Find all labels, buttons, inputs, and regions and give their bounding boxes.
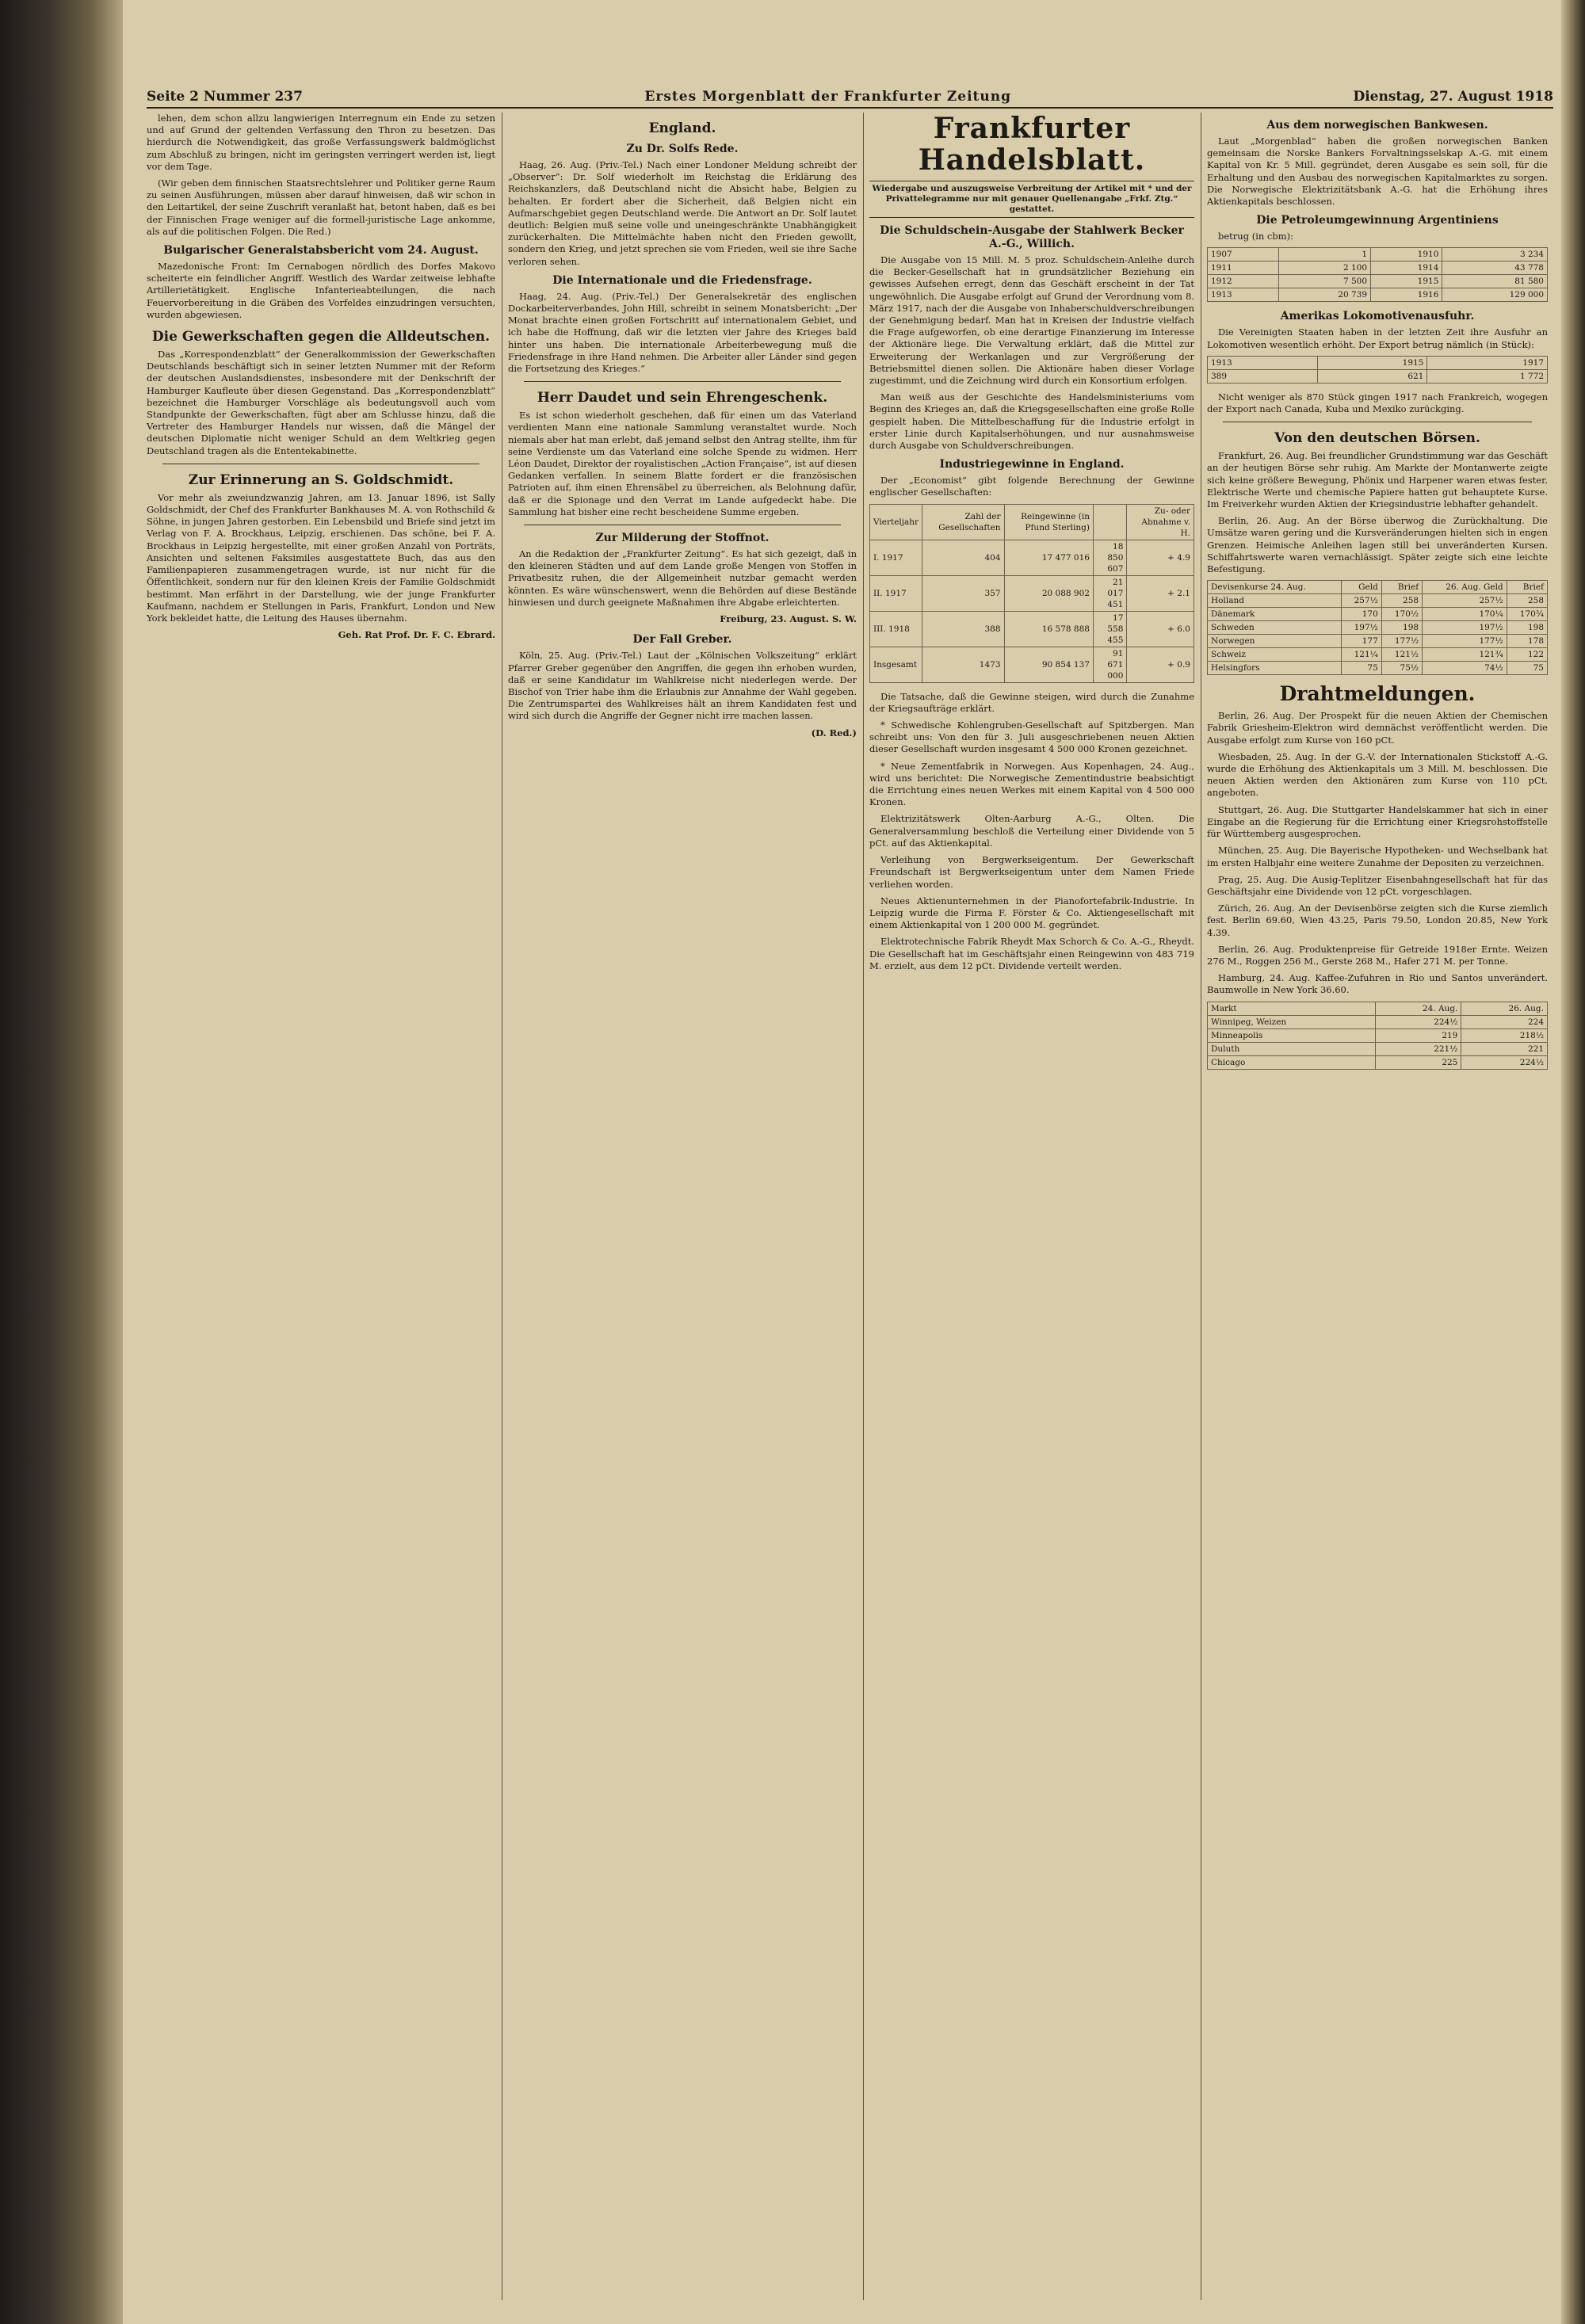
page-edge bbox=[1561, 0, 1585, 2324]
table-header-cell bbox=[1093, 504, 1126, 540]
table-cell: 43 778 bbox=[1442, 261, 1548, 275]
table-cell: Norwegen bbox=[1208, 635, 1342, 648]
column-1 bbox=[147, 113, 495, 2300]
article-text: Köln, 25. Aug. (Priv.-Tel.) Laut der „Kölnischen Volkszeitung“ erklärt Pfarrer Greber gegenüber den Angriffen, die gegen ihn erhoben wurden, daß er seine Kandidatur im Wahlkreise nicht niederlegen werde. Der Bischof von Trier habe ihm die Erlaubnis zur Annahme der Wahl gegeben. Die Zentrumspartei des Wahlkreises hält an ihrem Kandidaten fest und wird sich durch die Angriffe der Gegner nicht irre machen lassen. bbox=[508, 650, 857, 722]
article-text: Haag, 24. Aug. (Priv.-Tel.) Der Generalsekretär des englischen Dockarbeiterverbandes, John Hill, schreibt in seinem Monatsbericht: „Der Monat brachte einen großen Fortschritt auf internationalem Gebiet, und ich habe die Hoffnung, daß wir die letzten vier Jahre des Krieges bald hinter uns haben. Die internationale Arbeiterbewegung muß die Friedensfrage in ihre Hand nehmen. Die Arbeiter aller Länder sind gegen die Fortsetzung des Krieges.“ bbox=[508, 290, 857, 375]
table-cell: 357 bbox=[922, 575, 1004, 611]
article-heading: Aus dem norwegischen Bankwesen. bbox=[1266, 119, 1488, 132]
article-text: München, 25. Aug. Die Bayerische Hypotheken- und Wechselbank hat im ersten Halbjahr eine weitere Zunahme der Depositen zu verzeichnen. bbox=[1207, 845, 1548, 868]
article-text: Zürich, 26. Aug. An der Devisenbörse zeigten sich die Kurse ziemlich fest. Berlin 69.60, Wien 43.25, Paris 79.50, London 20.85, New York 4.39. bbox=[1207, 903, 1548, 938]
newspaper-page bbox=[123, 0, 1585, 2324]
table-header-cell: Zu- oder Abnahme v. H. bbox=[1127, 504, 1194, 540]
table-row bbox=[1208, 275, 1548, 288]
article-heading: Die Schuldschein-Ausgabe der Stahlwerk Becker A.-G., Willich. bbox=[880, 224, 1184, 250]
table-row bbox=[1208, 261, 1548, 275]
table-row bbox=[1208, 1015, 1548, 1028]
table-cell: 20 088 902 bbox=[1004, 575, 1093, 611]
table-cell: 1917 bbox=[1427, 356, 1548, 369]
table-cell: 389 bbox=[1208, 369, 1318, 383]
table-row bbox=[1208, 1042, 1548, 1055]
article-text: Neues Aktienunternehmen in der Pianofortefabrik-Industrie. In Leipzig wurde die Firma F. Förster & Co. Aktiengesellschaft mit einem Aktienkapital von 1 200 000 M. gegründet. bbox=[869, 895, 1194, 931]
table-header-cell: Geld bbox=[1341, 581, 1381, 594]
article-text: Nicht weniger als 870 Stück gingen 1917 nach Frankreich, wogegen der Export nach Canada, Kuba und Mexiko zurückging. bbox=[1207, 391, 1548, 415]
table-cell: 219 bbox=[1375, 1028, 1461, 1042]
table-cell: 20 739 bbox=[1279, 288, 1371, 302]
table-cell: 18 850 607 bbox=[1093, 540, 1126, 575]
table-cell: 177½ bbox=[1381, 635, 1422, 648]
table-cell: Schweiz bbox=[1208, 648, 1342, 662]
table-cell: 1910 bbox=[1371, 248, 1442, 261]
table-cell: 224½ bbox=[1461, 1055, 1548, 1069]
locomotive-table bbox=[1207, 356, 1548, 384]
table-cell: Helsingfors bbox=[1208, 662, 1342, 675]
table-header-cell: Brief bbox=[1381, 581, 1422, 594]
article-heading: Bulgarischer Generalstabsbericht vom 24. August. bbox=[163, 244, 479, 258]
table-cell: Winnipeg, Weizen bbox=[1208, 1015, 1376, 1028]
article-heading: Die Internationale und die Friedensfrage. bbox=[552, 273, 812, 287]
divider bbox=[524, 381, 841, 382]
column-rule bbox=[863, 113, 864, 2300]
table-cell: 129 000 bbox=[1442, 288, 1548, 302]
article-heading: Die Gewerkschaften gegen die Alldeutschen. bbox=[151, 329, 491, 345]
handelsblatt-title: Frankfurter Handelsblatt. bbox=[918, 113, 1146, 177]
table-cell: Dänemark bbox=[1208, 608, 1342, 621]
article-text: Es ist schon wiederholt geschehen, daß für einen um das Vaterland verdienten Mann eine nationale Sammlung veranstaltet wurde. Noch niemals aber hat man erlebt, daß jemand selbst den Antrag stellte, ihm für seine Verdienste um das Vaterland eine solche Spende zu widmen. Herr Léon Daudet, Direktor der royalistischen „Action Française“, ist auf diesen Gedanken verfallen. In seinem Blatte fordert er die französischen Patrioten auf, ihm einen Ehrensäbel zu überreichen, als Belohnung dafür, daß er die Spionage und den Verrat im Lande aufgedeckt habe. Die Sammlung hat bisher eine recht bescheidene Summe ergeben. bbox=[508, 410, 857, 517]
table-header-cell: Markt bbox=[1208, 1002, 1376, 1015]
article-text: Vor mehr als zweiundzwanzig Jahren, am 13. Januar 1896, ist Sally Goldschmidt, der Chef des Frankfurter Bankhauses M. A. von Rothschild & Söhne, in jungen Jahren gestorben. Ein Lebensbild und Briefe sind jetzt im Verlag von F. A. Brockhaus, Leipzig, erschienen. Das schöne, bei F. A. Brockhaus in Leipzig hergestellte, mit einer großen Anzahl von Porträts, Ansichten und seltenen Faksimiles ausgestattete Buch, das aus den Familienpapieren zusammengetragen wurde, ist nur nicht für die Öffentlichkeit, sondern nur für den kleinen Kreis der Familie Goldschmidt bestimmt. Man erfährt in der Darstellung, wie der junge Frankfurter Kaufmann, nachdem er Stellungen in Paris, Frankfurt, London und New York bekleidet hatte, die Leitung des Hauses übernahm. bbox=[147, 491, 495, 624]
table-header-cell: Vierteljahr bbox=[870, 504, 922, 540]
article-text: Die Ausgabe von 15 Mill. M. 5 proz. Schuldschein-Anleihe durch die Becker-Gesellschaft hat in grundsätzlicher Beziehung ein gewisses Aufsehen erregt, denn das Geschäft erscheint in der Tat ungewöhnlich. Die Ausgabe erfolgt auf Grund der Verordnung vom 8. März 1917, nach der die Ausgabe von Inhaberschuldverschreibungen der Genehmigung bedarf. Man hat in Kreisen der Industrie vielfach die Frage aufgeworfen, ob eine derartige Finanzierung im Interesse der Aktionäre liege. Die Verwaltung erklärt, daß die Mittel zur Erweiterung der Werkanlagen und zur Vergrößerung der Betriebsmittel dienen sollen. Die Aktionäre haben dieser Vorlage zugestimmt, und die Zeichnung wird durch ein Konsortium erfolgen. bbox=[869, 254, 1194, 387]
table-cell: II. 1917 bbox=[870, 575, 922, 611]
table-row bbox=[870, 611, 1194, 647]
article-text: Mazedonische Front: Im Cernabogen nördlich des Dorfes Makovo scheiterte ein feindlicher Angriff. Westlich des Wardar zeitweise lebhafte Artillerietätigkeit. Englische Infanterieabteilungen, die nach Feuervorbereitung in die Gräben des Vorfeldes einzudringen versuchten, wurden abgewiesen. bbox=[147, 261, 495, 320]
table-cell: 218½ bbox=[1461, 1028, 1548, 1042]
article-text: Stuttgart, 26. Aug. Die Stuttgarter Handelskammer hat sich in einer Eingabe an die Regierung für die Errichtung einer Kriegsrohstoffstelle für Württemberg ausgesprochen. bbox=[1207, 803, 1548, 840]
table-cell: 388 bbox=[922, 611, 1004, 647]
table-cell: 1915 bbox=[1371, 275, 1442, 288]
grain-markets-table bbox=[1207, 1002, 1548, 1070]
table-cell: 2 100 bbox=[1279, 261, 1371, 275]
article-heading: Herr Daudet und sein Ehrengeschenk. bbox=[537, 390, 828, 406]
table-row bbox=[1208, 248, 1548, 261]
article-text: Die Vereinigten Staaten haben in der letzten Zeit ihre Ausfuhr an Lokomotiven wesentlich erhöht. Der Export betrug nämlich (in Stück): bbox=[1207, 326, 1548, 350]
table-row bbox=[1208, 608, 1548, 621]
article-text: Berlin, 26. Aug. An der Börse überwog die Zurückhaltung. Die Umsätze waren gering und die Kursveränderungen hielten sich in engen Grenzen. Heimische Anleihen lagen still bei unveränderten Kursen. Schiffahrtswerte waren vernachlässigt. Später zeigte sich eine leichte Befestigung. bbox=[1207, 515, 1548, 575]
table-header-cell: Brief bbox=[1507, 581, 1547, 594]
table-cell: 121½ bbox=[1381, 648, 1422, 662]
article-text: Frankfurt, 26. Aug. Bei freundlicher Grundstimmung war das Geschäft an der heutigen Börse sehr ruhig. Am Markte der Montanwerte zeigte sich keine größere Bewegung, Phönix und Harpener waren etwas fester. Elektrische Werte und chemische Papiere hatten gut behauptete Kurse. Im Freiverkehr wurden Aktien der Kriegsindustrie lebhafter gehandelt. bbox=[1207, 450, 1548, 510]
table-cell: 1912 bbox=[1208, 275, 1279, 288]
table-cell: 224½ bbox=[1375, 1015, 1461, 1028]
article-text: (Wir geben dem finnischen Staatsrechtslehrer und Politiker gerne Raum zu seinen Ausführungen, müssen aber darauf hinweisen, daß wir schon in den Leitartikel, der seine Zuschrift veranlaßt hat, betont haben, daß es bei der Finnischen Frage weniger auf die formell-juristische Lage ankomme, als auf die politischen Folgen. Die Red.) bbox=[147, 177, 495, 237]
article-text: Haag, 26. Aug. (Priv.-Tel.) Nach einer Londoner Meldung schreibt der „Observer“: Dr. Solf wiederholt im Reichstag die Erklärung des Reichskanzlers, daß Deutschland nicht die Absicht habe, Belgien zu behalten. Er fordert aber die Sicherheit, daß Belgien nicht ein Aufmarschgebiet gegen Deutschland werde. Die Antwort an Dr. Solf lautet deutlich: Belgien muß seine volle und uneingeschränkte Unabhängigkeit zurückerhalten. Die Mittelmächte haben nicht den Frieden gewollt, sondern den Krieg, und jetzt sprechen sie vom Frieden, weil sie ihre Sache verloren sehen. bbox=[508, 159, 857, 267]
handelsblatt-subtitle: Wiedergabe und auszugsweise Verbreitung der Artikel mit * und der Privattelegramme nur mit genauer Quellenangabe „Frkf. Ztg.“ gestattet. bbox=[869, 181, 1194, 218]
article-text: * Schwedische Kohlengruben-Gesellschaft auf Spitzbergen. Man schreibt uns: Von den für 3. Juli ausgeschriebenen neuen Aktien dieser Gesellschaft wurden insgesamt 4 500 000 Kronen gezeichnet. bbox=[869, 719, 1194, 755]
table-cell: 177½ bbox=[1423, 635, 1507, 648]
table-cell: 170½ bbox=[1381, 608, 1422, 621]
article-heading: Die Petroleumgewinnung Argentiniens bbox=[1256, 214, 1499, 227]
table-cell: 1914 bbox=[1371, 261, 1442, 275]
article-text: betrug (in cbm): bbox=[1218, 231, 1294, 242]
table-cell: 91 671 000 bbox=[1093, 647, 1126, 682]
table-cell: + 0.9 bbox=[1127, 647, 1194, 682]
table-cell: 81 580 bbox=[1442, 275, 1548, 288]
table-row bbox=[1208, 662, 1548, 675]
table-cell: 224 bbox=[1461, 1015, 1548, 1028]
article-text: Man weiß aus der Geschichte des Handelsministeriums vom Beginn des Krieges an, daß die Kriegsgesellschaften eine große Rolle gespielt haben. Die Mittelbeschaffung für die Industrie erfolgt in erster Linie durch Kapitalserhöhungen, und nur ausnahmsweise durch Ausgabe von Schuldverschreibungen. bbox=[869, 391, 1194, 452]
table-row bbox=[1208, 621, 1548, 635]
table-row bbox=[1208, 369, 1548, 383]
table-cell: 121¼ bbox=[1341, 648, 1381, 662]
table-cell: 170¾ bbox=[1507, 608, 1547, 621]
table-cell: 1907 bbox=[1208, 248, 1279, 261]
table-row bbox=[1208, 1028, 1548, 1042]
header-page-number: Seite 2 Nummer 237 bbox=[147, 89, 303, 105]
article-text: Elektrotechnische Fabrik Rheydt Max Schorch & Co. A.-G., Rheydt. Die Gesellschaft hat im Geschäftsjahr einen Reingewinn von 483 719 M. erzielt, aus dem 12 pCt. Dividende verteilt werden. bbox=[869, 936, 1194, 971]
article-heading: Industriegewinne in England. bbox=[939, 458, 1125, 471]
table-cell: 258 bbox=[1507, 594, 1547, 608]
table-row bbox=[1208, 635, 1548, 648]
table-cell: 170 bbox=[1341, 608, 1381, 621]
article-text: Das „Korrespondenzblatt“ der Generalkommission der Gewerkschaften Deutschlands beschäftigt sich in seiner letzten Nummer mit der Reform der deutschen Auslandsdienstes, insbesondere mit der Denkschrift der Hamburger Kaufleute über diesen Gegenstand. Das „Korrespondenzblatt“ bezeichnet die Hamburger Vorschläge als bedeutungsvoll auch vom Standpunkte der Gewerkschaften, fügt aber am Schlusse hinzu, daß die Vertreter des Hamburger Handels nur wissen, daß die Mängel der deutschen Diplomatie nicht weniger Schuld an dem Weltkrieg gegen Deutschland tragen als die Ententekabinette. bbox=[147, 349, 495, 456]
article-text: Hamburg, 24. Aug. Kaffee-Zufuhren in Rio und Santos unverändert. Baumwolle in New York 36.60. bbox=[1207, 972, 1548, 996]
table-cell: 1916 bbox=[1371, 288, 1442, 302]
petroleum-table bbox=[1207, 247, 1548, 302]
table-cell: Holland bbox=[1208, 594, 1342, 608]
column-4 bbox=[1207, 113, 1548, 2300]
table-cell: 74½ bbox=[1423, 662, 1507, 675]
table-header-cell: Zahl der Gesellschaften bbox=[922, 504, 1004, 540]
table-cell: 16 578 888 bbox=[1004, 611, 1093, 647]
table-cell: 21 017 451 bbox=[1093, 575, 1126, 611]
table-cell: 221 bbox=[1461, 1042, 1548, 1055]
article-heading: Zur Milderung der Stoffnot. bbox=[595, 532, 770, 545]
table-cell: 198 bbox=[1507, 621, 1547, 635]
table-cell: 621 bbox=[1317, 369, 1427, 383]
article-signature: Geh. Rat Prof. Dr. F. C. Ebrard. bbox=[338, 629, 495, 641]
table-cell: 404 bbox=[922, 540, 1004, 575]
article-text: An die Redaktion der „Frankfurter Zeitung“. Es hat sich gezeigt, daß in den kleineren Städten und auf dem Lande große Mengen von Stoffen in Privatbesitz ruhen, die der Allgemeinheit nutzbar gemacht werden könnten. Es wäre wünschenswert, wenn die Behörden auf diese Bestände hinwiesen und durch geeignete Maßnahmen ihre Abgabe erleichterten. bbox=[508, 548, 857, 608]
table-cell: Schweden bbox=[1208, 621, 1342, 635]
article-heading: Amerikas Lokomotivenausfuhr. bbox=[1280, 310, 1475, 323]
article-text: Berlin, 26. Aug. Produktenpreise für Getreide 1918er Ernte. Weizen 276 M., Roggen 256 M., Gerste 268 M., Hafer 271 M. per Tonne. bbox=[1207, 943, 1548, 967]
table-header-cell: 24. Aug. bbox=[1375, 1002, 1461, 1015]
article-text: Prag, 25. Aug. Die Ausig-Teplitzer Eisenbahngesellschaft hat für das Geschäftsjahr eine Dividende von 12 pCt. vorgeschlagen. bbox=[1207, 873, 1548, 897]
article-signature: (D. Red.) bbox=[811, 727, 857, 738]
table-cell: 1911 bbox=[1208, 261, 1279, 275]
industry-profits-table bbox=[869, 504, 1194, 683]
table-cell: 121¾ bbox=[1423, 648, 1507, 662]
article-text: lehen, dem schon allzu langwierigen Interregnum ein Ende zu setzen und auf Grund der geltenden Verfassung den Thron zu besetzen. Das hierdurch die Notwendigkeit, das große Verfassungswerk baldmöglichst zum Abschluß zu bringen, nicht im geringsten verringert werden ist, liegt vor dem Tage. bbox=[147, 113, 495, 172]
table-cell: 257½ bbox=[1341, 594, 1381, 608]
table-header-cell: Devisenkurse 24. Aug. bbox=[1208, 581, 1342, 594]
article-heading: Der Fall Greber. bbox=[632, 633, 732, 647]
table-cell: 75 bbox=[1507, 662, 1547, 675]
table-row bbox=[870, 647, 1194, 682]
table-cell: Chicago bbox=[1208, 1055, 1376, 1069]
table-cell: + 2.1 bbox=[1127, 575, 1194, 611]
table-cell: 197½ bbox=[1423, 621, 1507, 635]
table-cell: 1 772 bbox=[1427, 369, 1548, 383]
table-cell: 258 bbox=[1381, 594, 1422, 608]
section-heading: Von den deutschen Börsen. bbox=[1274, 430, 1480, 447]
table-cell: 122 bbox=[1507, 648, 1547, 662]
table-cell: 170¼ bbox=[1423, 608, 1507, 621]
table-cell: 1915 bbox=[1317, 356, 1427, 369]
article-signature: Freiburg, 23. August. S. W. bbox=[720, 613, 857, 625]
article-text: * Neue Zementfabrik in Norwegen. Aus Kopenhagen, 24. Aug., wird uns berichtet: Die Norwegische Zementindustrie beabsichtigt die Errichtung eines neuen Werkes mit einem Kapital von 4 500 000 Kronen. bbox=[869, 760, 1194, 808]
table-row bbox=[1208, 288, 1548, 302]
table-cell: + 4.9 bbox=[1127, 540, 1194, 575]
table-header-cell: 26. Aug. Geld bbox=[1423, 581, 1507, 594]
exchange-rates-table bbox=[1207, 580, 1548, 675]
article-text: Die Tatsache, daß die Gewinne steigen, wird durch die Zunahme der Kriegsaufträge erklärt. bbox=[869, 690, 1194, 714]
table-cell: 221½ bbox=[1375, 1042, 1461, 1055]
table-cell: 1913 bbox=[1208, 288, 1279, 302]
table-row bbox=[1208, 1055, 1548, 1069]
table-cell: III. 1918 bbox=[870, 611, 922, 647]
article-text: Elektrizitätswerk Olten-Aarburg A.-G., Olten. Die Generalversammlung beschloß die Verteilung einer Dividende von 5 pCt. auf das Aktienkapital. bbox=[869, 813, 1194, 849]
table-row bbox=[1208, 648, 1548, 662]
column-2 bbox=[508, 113, 857, 2300]
table-cell: 177 bbox=[1341, 635, 1381, 648]
table-cell: 1 bbox=[1279, 248, 1371, 261]
table-cell: 17 477 016 bbox=[1004, 540, 1093, 575]
table-cell: 198 bbox=[1381, 621, 1422, 635]
table-cell: Insgesamt bbox=[870, 647, 922, 682]
header-date: Dienstag, 27. August 1918 bbox=[1353, 89, 1553, 105]
table-row bbox=[1208, 594, 1548, 608]
article-heading: Zur Erinnerung an S. Goldschmidt. bbox=[188, 471, 454, 488]
table-cell: + 6.0 bbox=[1127, 611, 1194, 647]
section-heading: England. bbox=[648, 120, 716, 136]
table-cell: 257½ bbox=[1423, 594, 1507, 608]
table-row bbox=[870, 575, 1194, 611]
table-row bbox=[1208, 356, 1548, 369]
column-3 bbox=[869, 113, 1194, 2300]
table-cell: Duluth bbox=[1208, 1042, 1376, 1055]
table-cell: 197½ bbox=[1341, 621, 1381, 635]
article-text: Wiesbaden, 25. Aug. In der G.-V. der Internationalen Stickstoff A.-G. wurde die Erhöhung des Aktienkapitals um 3 Mill. M. beschlossen. Die neuen Aktien werden den Aktionären zum Kurse von 110 pCt. angeboten. bbox=[1207, 750, 1548, 799]
table-cell: 75½ bbox=[1381, 662, 1422, 675]
table-row bbox=[870, 540, 1194, 575]
table-header-cell: Reingewinne (in Pfund Sterling) bbox=[1004, 504, 1093, 540]
book-binding bbox=[0, 0, 123, 2324]
table-cell: 7 500 bbox=[1279, 275, 1371, 288]
header-paper-title: Erstes Morgenblatt der Frankfurter Zeitung bbox=[644, 89, 1011, 105]
article-text: Laut „Morgenblad“ haben die großen norwegischen Banken gemeinsam die Norske Bankers Forvaltningsselskap A.-G. mit einem Kapital von Kr. 5 Mill. gegründet, deren Ausgabe es sein soll, für die Erhaltung und den Ausbau des norwegischen Kapitalmarktes zu sorgen. Die Norwegische Elektrizitätsbank A.-G. hat die Erhöhung ihres Aktienkapitals beschlossen. bbox=[1207, 135, 1548, 208]
table-cell: 3 234 bbox=[1442, 248, 1548, 261]
table-cell: 225 bbox=[1375, 1055, 1461, 1069]
table-cell: 1913 bbox=[1208, 356, 1318, 369]
table-cell: 1473 bbox=[922, 647, 1004, 682]
section-heading: Drahtmeldungen. bbox=[1279, 682, 1476, 706]
table-cell: 17 558 455 bbox=[1093, 611, 1126, 647]
table-cell: 178 bbox=[1507, 635, 1547, 648]
table-header-cell: 26. Aug. bbox=[1461, 1002, 1548, 1015]
table-cell: 75 bbox=[1341, 662, 1381, 675]
article-heading: Zu Dr. Solfs Rede. bbox=[626, 143, 739, 155]
table-cell: I. 1917 bbox=[870, 540, 922, 575]
running-header bbox=[147, 82, 1553, 109]
article-text: Berlin, 26. Aug. Der Prospekt für die neuen Aktien der Chemischen Fabrik Griesheim-Elektron wird demnächst veröffentlicht werden. Die Ausgabe erfolgt zum Kurse von 160 pCt. bbox=[1207, 710, 1548, 746]
table-cell: Minneapolis bbox=[1208, 1028, 1376, 1042]
article-text: Verleihung von Bergwerkseigentum. Der Gewerkschaft Freundschaft ist Bergwerkseigentum unter dem Namen Friede verliehen worden. bbox=[869, 854, 1194, 890]
table-cell: 90 854 137 bbox=[1004, 647, 1093, 682]
article-text: Der „Economist“ gibt folgende Berechnung der Gewinne englischer Gesellschaften: bbox=[869, 475, 1194, 498]
